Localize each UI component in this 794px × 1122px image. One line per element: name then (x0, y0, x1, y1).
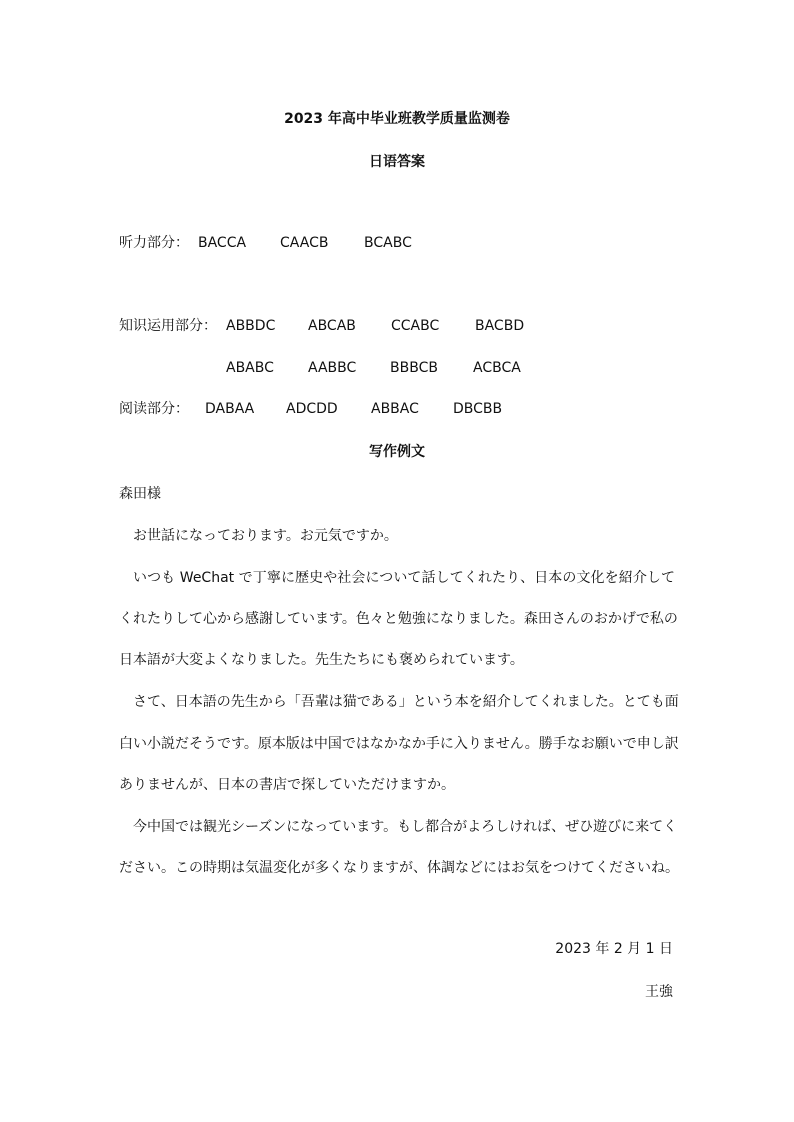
answer-group: CCABC (391, 318, 440, 334)
answer-label-knowledge: 知识运用部分： (119, 318, 217, 334)
answer-label-reading: 阅读部分： (119, 401, 189, 417)
answer-group: DABAA (205, 401, 255, 417)
answer-group: BACBD (475, 318, 525, 334)
essay-paragraph-4-line: 今中国では観光シーズンになっています。もし都合がよろしければ、ぜひ遊びに来てく (133, 819, 678, 835)
book-title: 吾輩は猫である (300, 694, 399, 710)
answer-group: CAACB (280, 235, 329, 251)
answer-label-listening: 听力部分： (119, 235, 189, 251)
essay-text: 」という本を紹介してくれました。とても面 (398, 694, 679, 710)
answer-group: ABCAB (308, 318, 356, 334)
answer-group: ABBDC (226, 318, 276, 334)
essay-paragraph-3-line: ありませんが、日本の書店で探していただけますか。 (119, 777, 455, 793)
essay-paragraph-1: お世話になっております。お元気ですか。 (133, 528, 398, 544)
essay-paragraph-4-line: ださい。この時期は気温変化が多くなりますが、体調などにはお気をつけてくださいね。 (119, 860, 679, 876)
page-title: 2023 年高中毕业班教学质量监测卷 (284, 111, 510, 127)
page-subtitle: 日语答案 (369, 154, 425, 170)
letter-date: 2023 年 2 月 1 日 (555, 941, 673, 957)
answer-group: ABABC (226, 360, 274, 376)
answer-group: BCABC (364, 235, 412, 251)
essay-paragraph-2-line: 日本語が大変よくなりました。先生たちにも褒められています。 (119, 652, 524, 668)
answer-group: BBBCB (390, 360, 438, 376)
answer-group: ABBAC (371, 401, 419, 417)
answer-group: BACCA (198, 235, 247, 251)
answer-group: ADCDD (286, 401, 338, 417)
essay-paragraph-2-line: くれたりして心から感謝しています。色々と勉強になりました。森田さんのおかげで私の (119, 611, 678, 627)
essay-heading: 写作例文 (369, 444, 425, 460)
answer-group: AABBC (308, 360, 357, 376)
answer-group: ACBCA (473, 360, 521, 376)
essay-salutation: 森田様 (119, 486, 161, 502)
answer-group: DBCBB (453, 401, 503, 417)
essay-paragraph-2-line: いつも WeChat で丁寧に歴史や社会について話してくれたり、日本の文化を紹介して (133, 570, 675, 586)
essay-paragraph-3-line (133, 692, 679, 712)
letter-signature: 王強 (645, 984, 673, 1000)
essay-text: さて、日本語の先生から「 (133, 694, 301, 710)
essay-paragraph-3-line: 白い小説だそうです。原本版は中国ではなかなか手に入りません。勝手なお願いで申し訳 (119, 736, 679, 752)
